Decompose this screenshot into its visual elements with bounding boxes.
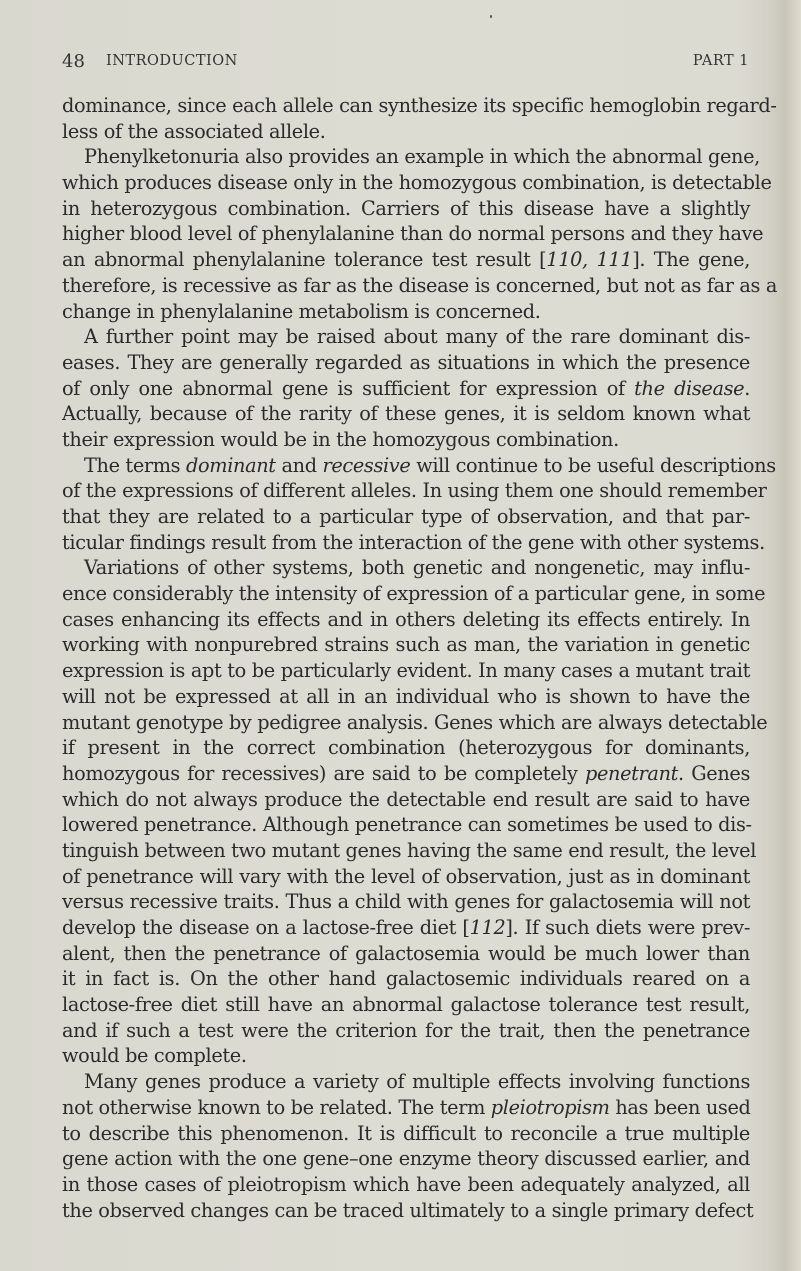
text-line: Phenylketonuria also provides an example in which the abnormal gene,	[84, 145, 760, 169]
text-line: in those cases of pleiotropism which have been adequately analyzed, all	[62, 1172, 750, 1196]
text-line: gene action with the one gene–one enzyme theory discussed earlier, and	[62, 1147, 750, 1171]
text-line: of the expressions of different alleles. In using them one should remember	[62, 479, 767, 503]
text-line: that they are related to a particular type of observation, and that par-	[62, 505, 750, 528]
text-line: homozygous for recessives) are said to be completely penetrant. Genes	[62, 761, 750, 785]
italic-term: penetrant	[584, 761, 679, 785]
text-line: expression is apt to be particularly evident. In many cases a mutant trait	[62, 659, 750, 683]
text-line: versus recessive traits. Thus a child with genes for galactosemia will not	[62, 890, 750, 914]
text-line: lowered penetrance. Although penetrance can sometimes be used to dis-	[62, 813, 752, 837]
text-line: which do not always produce the detectable end result are said to have	[62, 787, 750, 811]
text-line: not otherwise known to be related. The term pleiotropism has been used	[62, 1095, 751, 1119]
running-title: INTRODUCTION	[106, 53, 238, 69]
text-line: ticular findings result from the interaction of the gene with other systems.	[62, 530, 765, 554]
italic-term: recessive	[322, 453, 411, 477]
text-line: their expression would be in the homozygous combination.	[62, 427, 619, 451]
text-line: an abnormal phenylalanine tolerance test result [110, 111]. The gene,	[62, 248, 750, 272]
text-line: to describe this phenomenon. It is difficult to reconcile a true multiple	[62, 1121, 750, 1145]
text-line: higher blood level of phenylalanine than do normal persons and they have	[62, 222, 764, 246]
text-line: ence considerably the intensity of expression of a particular gene, in some	[62, 582, 766, 606]
text-line: therefore, is recessive as far as the disease is concerned, but not as far as a	[62, 273, 777, 297]
text-line: Many genes produce a variety of multiple effects involving functions	[84, 1070, 750, 1094]
text-line: mutant genotype by pedigree analysis. Genes which are always detectable	[62, 710, 768, 734]
text-line: A further point may be raised about many of the rare dominant dis-	[84, 325, 750, 349]
page-number: 48	[62, 51, 85, 72]
text-line: The terms dominant and recessive will continue to be useful descriptions	[84, 453, 776, 477]
text-line: eases. They are generally regarded as situations in which the presence	[62, 350, 750, 374]
italic-term: 110, 111	[546, 248, 633, 272]
text-line: lactose-free diet still have an abnormal galactose tolerance test result,	[62, 993, 750, 1017]
text-line: would be complete.	[62, 1044, 247, 1068]
part-label: PART 1	[692, 53, 749, 69]
body-text	[62, 93, 777, 1223]
text-line: develop the disease on a lactose-free diet [112]. If such diets were prev-	[62, 916, 750, 939]
italic-term: 112	[469, 916, 506, 939]
italic-term: the disease	[634, 376, 745, 400]
text-line: dominance, since each allele can synthesize its specific hemoglobin regard-	[62, 94, 777, 117]
text-line: less of the associated allele.	[62, 119, 326, 143]
text-line: change in phenylalanine metabolism is concerned.	[62, 299, 541, 323]
text-line: tinguish between two mutant genes having the same end result, the level	[62, 838, 757, 862]
paper-speck	[490, 15, 492, 18]
text-line: alent, then the penetrance of galactosemia would be much lower than	[62, 941, 750, 965]
text-line: and if such a test were the criterion for the trait, then the penetrance	[62, 1018, 750, 1042]
text-line: it in fact is. On the other hand galactosemic individuals reared on a	[62, 967, 750, 991]
text-line: in heterozygous combination. Carriers of this disease have a slightly	[62, 196, 750, 220]
text-line: working with nonpurebred strains such as man, the variation in genetic	[62, 633, 750, 657]
running-header	[62, 51, 749, 75]
text-line: the observed changes can be traced ultimately to a single primary defect	[62, 1198, 754, 1222]
text-line: if present in the correct combination (heterozygous for dominants,	[62, 736, 750, 760]
text-line: of penetrance will vary with the level of observation, just as in dominant	[62, 864, 750, 888]
italic-term: dominant	[186, 453, 276, 477]
text-line: which produces disease only in the homozygous combination, is detectable	[62, 171, 772, 195]
text-line: of only one abnormal gene is sufficient for expression of the disease.	[62, 376, 750, 400]
text-line: will not be expressed at all in an individual who is shown to have the	[62, 684, 750, 708]
text-line: Actually, because of the rarity of these genes, it is seldom known what	[62, 402, 750, 426]
italic-term: pleiotropism	[490, 1095, 610, 1119]
text-line: Variations of other systems, both genetic and nongenetic, may influ-	[84, 556, 750, 580]
text-line: cases enhancing its effects and in others deleting its effects entirely. In	[62, 607, 750, 631]
